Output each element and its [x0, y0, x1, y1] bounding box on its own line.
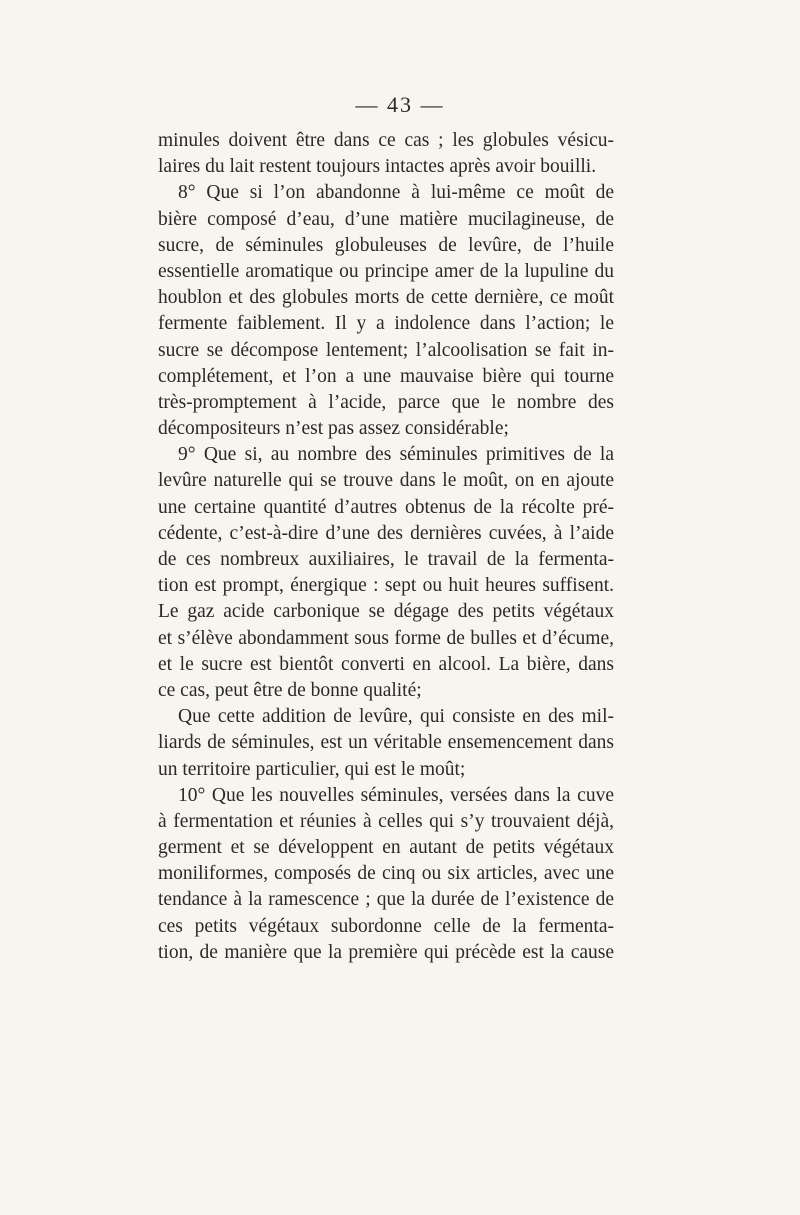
text-line: ces petits végétaux subordonne celle de la fermenta- [158, 915, 614, 937]
text-line: laires du lait restent toujours intactes après avoir bouilli. [158, 156, 597, 178]
text-line: de ces nombreux auxiliaires, le travail de la fermenta- [158, 549, 614, 570]
text-line: tendance à la ramescence ; que la durée de l’existence de [158, 889, 614, 911]
text-line: ce cas, peut être de bonne qualité; [158, 679, 422, 701]
text-line: levûre naturelle qui se trouve dans le moût, on en ajoute [158, 470, 614, 492]
text-line: à fermentation et réunies à celles qui s’y trouvaient déjà, [158, 810, 614, 832]
text-line: houblon et des globules morts de cette dernière, ce moût [158, 287, 614, 309]
text-line: complétement, et l’on a une mauvaise bière qui tourne [158, 365, 614, 387]
text-line: et le sucre est bientôt converti en alcool. La bière, dans [158, 653, 614, 675]
text-line: tion est prompt, énergique : sept ou huit heures suffisent. [158, 575, 614, 597]
text-line: sucre, de séminules globuleuses de levûre, de l’huile [158, 234, 614, 256]
text-line: Que cette addition de levûre, qui consiste en des mil- [178, 706, 614, 728]
text-line: bière composé d’eau, d’une matière mucilagineuse, de [158, 208, 614, 230]
text-line: essentielle aromatique ou principe amer de la lupuline du [158, 260, 614, 282]
text-line: très-promptement à l’acide, parce que le nombre des [158, 391, 614, 413]
text-line: 10° Que les nouvelles séminules, versées dans la cuve [178, 784, 614, 806]
text-line: sucre se décompose lentement; l’alcoolisation se fait in- [158, 339, 614, 361]
text-line: 8° Que si l’on abandonne à lui-même ce moût de [178, 182, 614, 204]
text-line: cédente, c’est-à-dire d’une des dernières cuvées, à l’aide [158, 522, 614, 544]
text-line: moniliformes, composés de cinq ou six articles, avec une [158, 863, 614, 885]
text-line: décompositeurs n’est pas assez considérable; [158, 418, 509, 440]
text-line: tion, de manière que la première qui précède est la cause [158, 941, 614, 963]
text-line: fermente faiblement. Il y a indolence dans l’action; le [158, 313, 614, 335]
body-text [158, 128, 614, 966]
text-line: minules doivent être dans ce cas ; les globules vésicu- [158, 130, 614, 151]
text-line: et s’élève abondamment sous forme de bulles et d’écume, [158, 627, 614, 649]
text-line: Le gaz acide carbonique se dégage des petits végétaux [158, 601, 614, 623]
text-line: 9° Que si, au nombre des séminules primitives de la [178, 444, 614, 466]
text-line: une certaine quantité d’autres obtenus de la récolte pré- [158, 496, 614, 518]
page-number-header: — 43 — [355, 92, 445, 117]
text-line: un territoire particulier, qui est le moût; [158, 758, 466, 780]
text-line: germent et se développent en autant de petits végétaux [158, 837, 614, 859]
text-line: liards de séminules, est un véritable ensemencement dans [158, 732, 614, 754]
